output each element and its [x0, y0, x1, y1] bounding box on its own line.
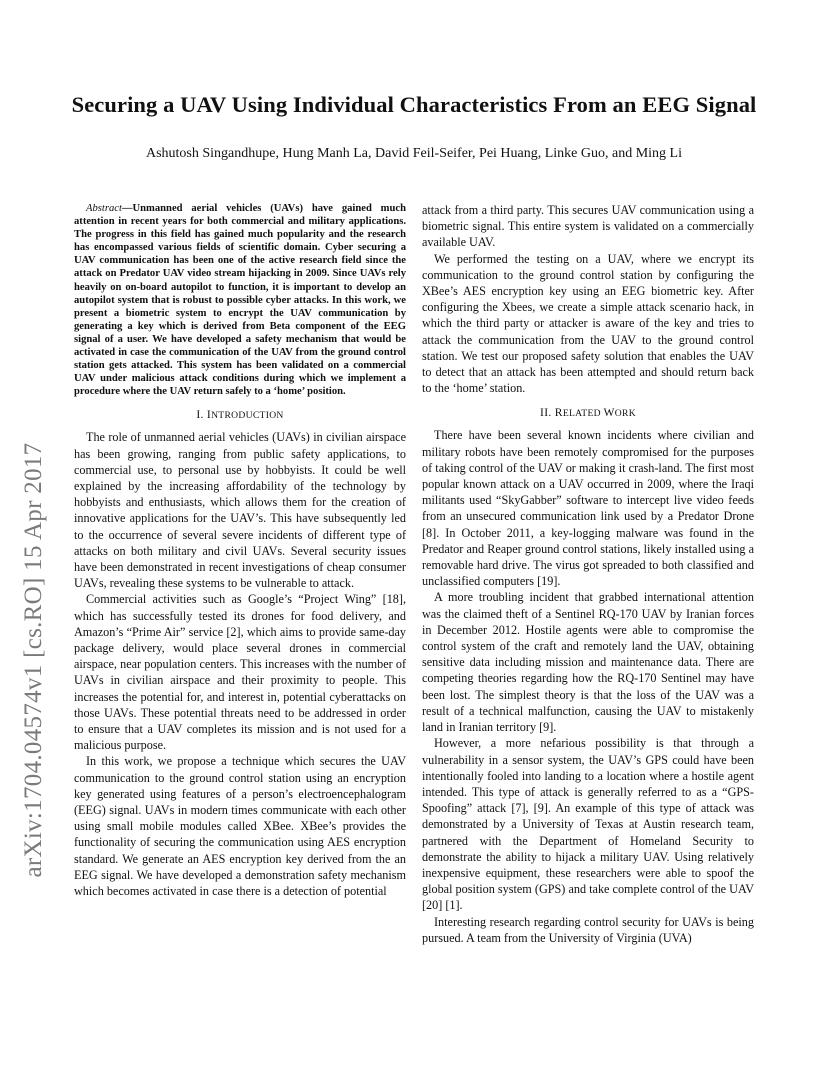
abstract	[74, 202, 406, 398]
arxiv-stamp: arXiv:1704.04574v1 [cs.RO] 15 Apr 2017	[20, 442, 47, 878]
intro-paragraph-2: Commercial activities such as Google’s “Project Wing” [18], which has successfully tested its drones for food delivery, and Amazon’s “Prime Air” service [2], which aims to provide same-day package delivery, would place several drones in commercial airspace, near population centers. This increases with the number of UAVs in civilian airspace and their proximity to people. This increases the potential for, and interest in, potential cyberattacks on those UAVs. These potential threats need to be addressed in order to ensure that a UAV completes its mission and is not used for a malicious purpose.	[74, 592, 406, 753]
abstract-lead: Abstract	[86, 203, 122, 214]
intro-continued-paragraph-2: We performed the testing on a UAV, where we encrypt its communication to the ground control station by configuring the XBee’s AES encryption key using an EEG biometric key. After configuring the Xbees, we create a simple attack scenario hack, in which the third party or attacker is aware of the key and tries to attack the communication from the UAV to the ground control station. We test our proposed safety solution that enables the UAV to detect that an attack has been attempted and should return back to the ‘home’ station.	[422, 251, 754, 396]
author-list: Ashutosh Singandhupe, Hung Manh La, David Feil-Seifer, Pei Huang, Linke Guo, and Ming Li	[145, 146, 683, 161]
abstract-text: Unmanned aerial vehicles (UAVs) have gained much attention in recent years for both commercial and military applications. The progress in this field has gained much popularity and the research has encompassed various fields of scientific domain. Cyber securing a UAV communication has been one of the active research field since the attack on Predator UAV video stream hijacking in 2009. Since UAVs rely heavily on on-board autopilot to function, it is important to develop an autopilot system that is robust to possible cyber attacks. In this work, we present a biometric system to encrypt the UAV communication by generating a key which is derived from Beta component of the EEG signal of a user. We have developed a safety mechanism that would be activated in case the communication of the UAV from the ground control station gets attacked. This system has been validated on a commercial UAV under malicious attack conditions during which we implement a procedure where the UAV return safely to a ‘home’ position.	[74, 203, 406, 398]
intro-continued-paragraph-1: attack from a third party. This secures UAV communication using a biometric signal. This entire system is validated on a commercially available UAV.	[422, 203, 754, 250]
related-paragraph-3: However, a more nefarious possibility is that through a vulnerability in a sensor system, the UAV’s GPS could have been intentionally fooled into landing to a location where a hostile agent intended. This type of attack is generally referred to as a “GPS-Spoofing” attack [7], [9]. An example of this type of attack was demonstrated by a University of Texas at Austin research team, partnered with the Department of Homeland Security to demonstrate the ability to hijack a military UAV. Using relatively inexpensive equipment, these researchers were able to spoof the global position system (GPS) and take complete control of the UAV [20] [1].	[422, 736, 754, 913]
related-paragraph-1: There have been several known incidents where civilian and military robots have been remotely compromised for the purposes of taking control of the UAV or making it crash-land. The first most popular known attack on a UAV occurred in 2009, where the Iraqi militants used “SkyGabber” software to intercept live video feeds from an unsecured communication link used by a Predator Drone [8]. In October 2011, a key-logging malware was found in the Predator and Reaper ground control stations, likely installed using a removable hard drive. The virus got spreaded to both classified and unclassified computers [19].	[422, 428, 754, 589]
paper-title: Securing a UAV Using Individual Characteristics From an EEG Signal	[71, 92, 757, 117]
right-column	[422, 202, 754, 946]
section-heading-introduction: I. INTRODUCTION	[196, 408, 284, 422]
section-heading-related-work: II. RELATED WORK	[540, 406, 636, 420]
left-column	[74, 202, 406, 899]
intro-paragraph-1: The role of unmanned aerial vehicles (UAVs) in civilian airspace has been growing, ranging from public safety applications, to commercial use, to personal use by hobbyists. It could be well explained by the increasing affordability of the technology by hobbyists and enthusiasts, which allows them for the creation of innovative applications for the UAV’s. This have subsequently led to the occurrence of several severe incidents of different type of attacks on both military and civil UAVs. Several security issues have been demonstrated in recent investigations of cheap consumer UAVs, revealing these systems to be vulnerable to attack.	[74, 430, 406, 591]
related-paragraph-2: A more troubling incident that grabbed international attention was the claimed theft of a Sentinel RQ-170 UAV by Iranian forces in December 2012. Hostile agents were able to compromise the control system of the craft and remotely land the UAV, obtaining sensitive data including mission and maintenance data. There are competing theories regarding how the RQ-170 Sentinel may have been lost. The simplest theory is that the loss of the UAV was a result of a technical malfunction, causing the UAV to mistakenly land in Iranian territory [9].	[422, 590, 754, 735]
abstract-dash: —	[121, 203, 133, 214]
intro-paragraph-3: In this work, we propose a technique which secures the UAV communication to the ground control station using an encryption key generated using features of a person’s electroencephalogram (EEG) signal. UAVs in modern times communicate with each other using small mobile modules called XBee. XBee’s provides the functionality of securing the communication using AES encryption standard. We generate an AES encryption key derived from the an EEG signal. We have developed a demonstration safety mechanism which becomes activated in case there is a detection of potential	[74, 754, 406, 899]
related-paragraph-4: Interesting research regarding control security for UAVs is being pursued. A team from the University of Virginia (UVA)	[422, 914, 754, 945]
